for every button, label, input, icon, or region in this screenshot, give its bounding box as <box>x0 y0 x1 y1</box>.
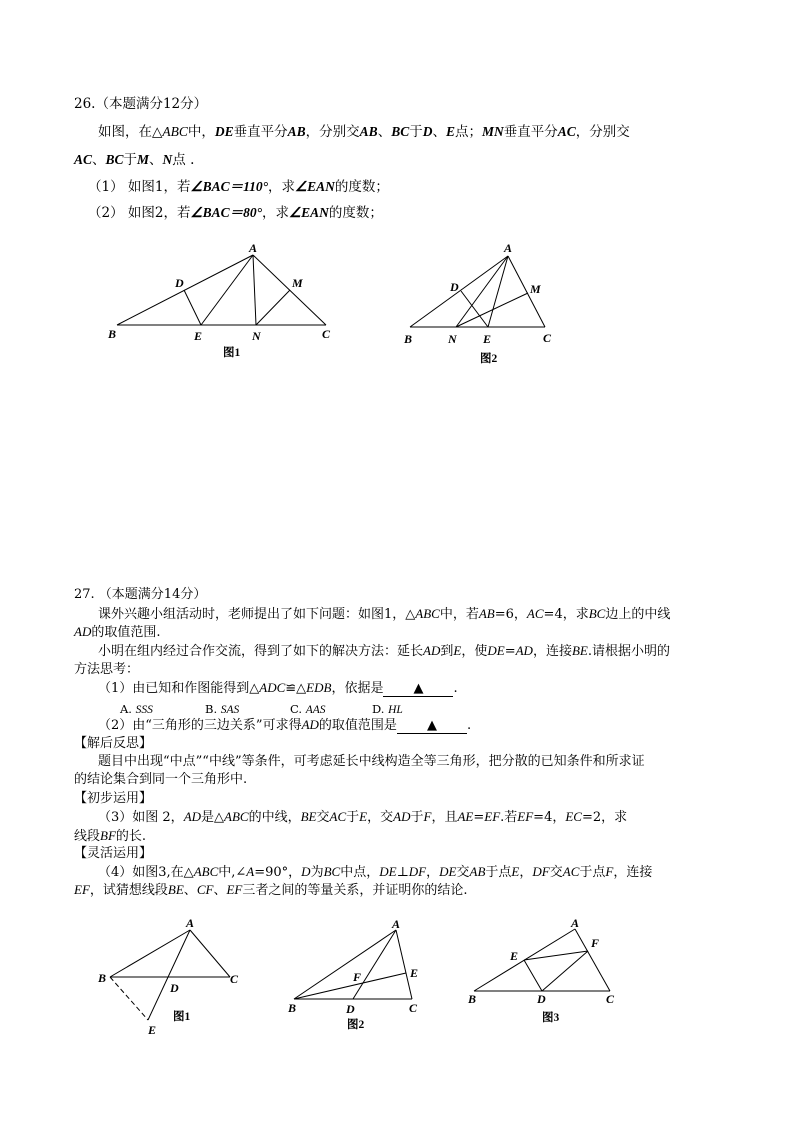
q27-method-line1: 小明在组内经过合作交流，得到了如下的解决方法：延长AD到E，使DE=AD，连接BE.请根据小明的 <box>98 643 670 659</box>
answer-blank-2[interactable]: ▲ <box>397 719 467 734</box>
q26-f2-label-e: E <box>483 332 492 346</box>
q27-sub3-line2: 线段BF的长. <box>74 828 147 844</box>
q27-f3-label-c: C <box>606 992 615 1006</box>
q26-f1-label-d: D <box>175 276 184 290</box>
q27-sub2: （2）由“三角形的三边关系”可求得AD的取值范围是 ▲ . <box>98 717 472 733</box>
q27-apply-title: 【初步运用】 <box>74 791 153 806</box>
q27-option-c: C. AAS <box>290 702 326 716</box>
q27-method-line2: 方法思考： <box>74 662 140 677</box>
q26-part1: （1） 如图1，若∠BAC＝110°，求∠EAN的度数； <box>88 179 389 195</box>
q27-f1-label-c: C <box>230 972 239 986</box>
q27-intro-line2: AD的取值范围. <box>74 624 161 640</box>
q26-f1-label-e: E <box>194 329 203 343</box>
q26-f1-label-m: M <box>292 276 303 290</box>
q27-reflect-line1: 题目中出现“中点”“中线”等条件，可考虑延长中线构造全等三角形，把分散的已知条件和所求证 <box>98 754 645 769</box>
q27-f2-label-b: B <box>288 1001 297 1015</box>
q27-f2-label-a: A <box>392 917 401 931</box>
q27-option-a: A. SSS <box>120 702 153 716</box>
q26-f2-label-c: C <box>543 331 552 345</box>
q26-f1-caption: 图1 <box>223 347 241 359</box>
q27-reflect-title: 【解后反思】 <box>74 736 153 751</box>
q26-f2-caption: 图2 <box>480 353 498 365</box>
q26-stem-line1: 如图，在△ABC中，DE垂直平分AB，分别交AB、BC于D、E点；MN垂直平分AC，分别交 <box>98 124 630 140</box>
q27-f3-label-b: B <box>468 992 477 1006</box>
q27-f3-caption: 图3 <box>542 1012 560 1024</box>
q26-f2-label-m: M <box>530 282 541 296</box>
q27-f2-label-e: E <box>410 966 419 980</box>
q27-header: 27. （本题满分14分） <box>74 587 207 602</box>
q26-f1-label-n: N <box>252 329 261 343</box>
q27-sub1: （1）由已知和作图能得到△ADC≌△EDB，依据是 ▲ . <box>98 680 458 696</box>
answer-blank-1[interactable]: ▲ <box>383 682 453 697</box>
q26-f2-label-b: B <box>404 332 413 346</box>
q27-option-d: D. HL <box>372 702 403 716</box>
q26-stem-line2: AC、BC于M、N点 . <box>74 152 195 168</box>
q27-flex-title: 【灵活运用】 <box>74 846 153 861</box>
q27-f3-label-a: A <box>571 916 580 930</box>
q27-reflect-line2: 的结论集合到同一个三角形中. <box>74 772 248 787</box>
q27-f1-caption: 图1 <box>173 1011 191 1023</box>
q26-f2-label-a: A <box>504 241 513 255</box>
q27-sub4-line1: （4）如图3,在△ABC中,∠A=90°，D为BC中点，DE⊥DF，DE交AB于点E，DF交AC于点F，连接 <box>98 864 653 880</box>
q27-sub4-line2: EF，试猜想线段BE、CF、EF三者之间的等量关系，并证明你的结论. <box>74 882 468 898</box>
q27-sub3-line1: （3）如图 2，AD是△ABC的中线，BE交AC于E，交AD于F，且AE=EF.若EF=4，EC=2，求 <box>98 809 628 825</box>
q26-f2-label-d: D <box>450 280 459 294</box>
q27-f2-label-f: F <box>353 970 362 984</box>
q27-f3-line-ef <box>524 951 588 960</box>
q27-f3-label-e: E <box>510 949 519 963</box>
q27-f3-line-de <box>524 960 542 991</box>
q27-f2-caption: 图2 <box>347 1019 365 1031</box>
q26-f1-label-b: B <box>108 327 117 341</box>
q27-option-b: B. SAS <box>205 702 240 716</box>
q27-f3-label-d: D <box>537 992 546 1006</box>
q27-intro-line1: 课外兴趣小组活动时，老师提出了如下问题：如图1，△ABC中，若AB=6，AC=4，求BC边上的中线 <box>98 606 671 622</box>
q26-f1-label-c: C <box>322 327 331 341</box>
q26-f2-label-n: N <box>448 332 457 346</box>
q26-f1-label-a: A <box>249 241 258 255</box>
q27-f1-label-b: B <box>98 971 107 985</box>
q27-f1-label-d: D <box>170 981 179 995</box>
q27-f1-label-a: A <box>186 916 195 930</box>
q27-f2-label-d: D <box>346 1002 355 1016</box>
q27-f2-label-c: C <box>409 1001 418 1015</box>
q26-part2: （2） 如图2，若∠BAC＝80°，求∠EAN的度数； <box>88 205 383 221</box>
q26-header: 26.（本题满分12分） <box>74 96 208 112</box>
q27-f3-label-f: F <box>591 936 600 950</box>
q27-f1-label-e: E <box>148 1023 157 1037</box>
